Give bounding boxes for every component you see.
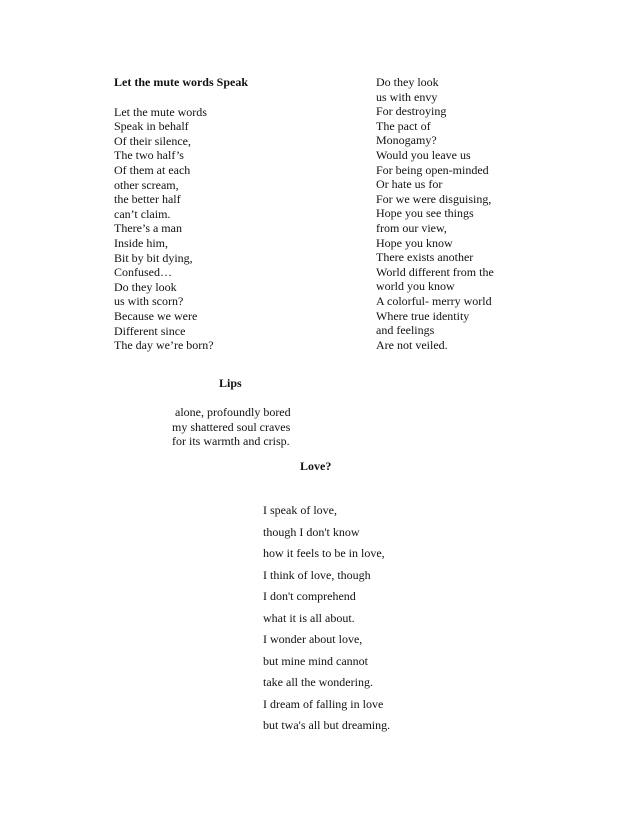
poem-line: what it is all about. (263, 610, 355, 625)
poem-line: A colorful- merry world (376, 293, 492, 308)
poem-let-the-mute-words-speak (114, 74, 344, 353)
poem-line: but mine mind cannot (263, 653, 368, 668)
poem-line: Hope you see things (376, 206, 474, 221)
poem-line: Different since (114, 323, 186, 338)
poem-line: world you know (376, 279, 455, 294)
poem-line: the better half (114, 192, 181, 207)
poem-title-love: Love? (300, 459, 332, 473)
poem-right-column (376, 74, 576, 352)
poem-line: can’t claim. (114, 206, 171, 221)
poem-line: Do they look (376, 75, 439, 89)
poem-line: Would you leave us (376, 147, 471, 162)
poem-line: The pact of (376, 118, 431, 133)
poem-line: for its warmth and crisp. (172, 434, 290, 449)
poem-line: and feelings (376, 323, 435, 338)
poem-line: The day we’re born? (114, 338, 214, 353)
poem-line: though I don't know (263, 524, 360, 539)
poem-line: Confused… (114, 265, 172, 280)
poem-line: but twa's all but dreaming. (263, 718, 391, 732)
poem-line: us with scorn? (114, 294, 184, 309)
poem-line: I think of love, though (263, 567, 371, 582)
poem-line: Speak in behalf (114, 119, 189, 134)
poem-left-column (114, 105, 344, 353)
poem-line: my shattered soul craves (172, 419, 291, 434)
poem-title-lips: Lips (219, 376, 242, 390)
poem-line: Monogamy? (376, 133, 437, 148)
poem-line: There exists another (376, 250, 474, 265)
poem-line: how it feels to be in love, (263, 546, 385, 560)
poem-love-body (263, 500, 483, 737)
poem-line: from our view, (376, 220, 447, 235)
poem-line: I dream of falling in love (263, 696, 384, 711)
poem-line: I speak of love, (263, 503, 337, 517)
poem-line: Where true identity (376, 308, 470, 323)
poem-line: alone, profoundly bored (172, 405, 291, 419)
poem-line: I don't comprehend (263, 589, 356, 603)
poem-line: For destroying (376, 104, 447, 119)
poem-line: Of their silence, (114, 133, 191, 148)
poem-line: take all the wondering. (263, 675, 373, 689)
poem-line: Let the mute words (114, 104, 207, 119)
poem-line: World different from the (376, 264, 494, 279)
poem-line: Or hate us for (376, 177, 443, 192)
poem-line: Are not veiled. (376, 337, 448, 352)
poem-line: Of them at each (114, 162, 191, 177)
poem-line: The two half’s (114, 148, 184, 163)
poem-title: Let the mute words Speak (114, 75, 248, 89)
poem-line: Inside him, (114, 235, 168, 250)
poem-line: I wonder about love, (263, 632, 363, 646)
poem-line: For we were disguising, (376, 191, 492, 206)
poem-line: Bit by bit dying, (114, 250, 193, 265)
poem-line: other scream, (114, 177, 179, 192)
stanza-gap (114, 90, 344, 105)
poem-line: There’s a man (114, 221, 182, 236)
poem-line: Do they look (114, 279, 177, 294)
poem-line: us with envy (376, 89, 438, 104)
poem-lips-body (172, 405, 372, 449)
poem-line: Hope you know (376, 235, 453, 250)
poem-line: Because we were (114, 308, 198, 323)
poem-line: For being open-minded (376, 162, 489, 177)
